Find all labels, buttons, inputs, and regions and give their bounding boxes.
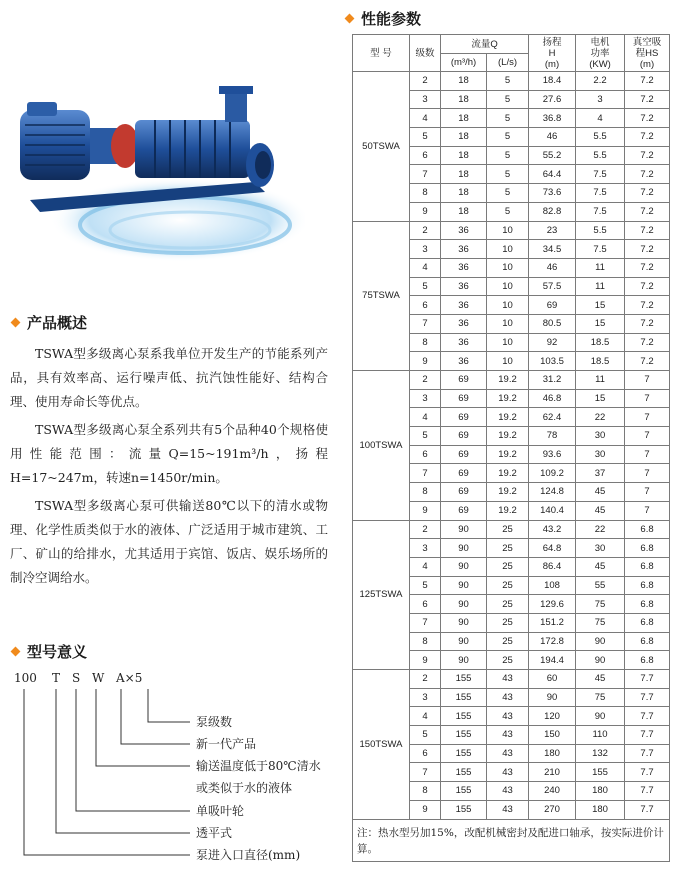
flow-ls-cell: 43 bbox=[487, 688, 529, 707]
flow-m3h-cell: 36 bbox=[441, 314, 487, 333]
power-cell: 30 bbox=[576, 445, 625, 464]
flow-m3h-cell: 18 bbox=[441, 146, 487, 165]
vacuum-cell: 7.7 bbox=[625, 707, 670, 726]
stages-cell: 8 bbox=[410, 483, 441, 502]
vacuum-cell: 7.2 bbox=[625, 72, 670, 91]
head-cell: 64.8 bbox=[529, 539, 576, 558]
flow-ls-cell: 10 bbox=[487, 277, 529, 296]
flow-m3h-cell: 36 bbox=[441, 352, 487, 371]
header-flow-m3h: (m³/h) bbox=[441, 54, 487, 72]
power-cell: 110 bbox=[576, 726, 625, 745]
stages-cell: 2 bbox=[410, 72, 441, 91]
head-cell: 55.2 bbox=[529, 146, 576, 165]
power-cell: 30 bbox=[576, 427, 625, 446]
code-part-t: T bbox=[52, 671, 61, 685]
head-cell: 140.4 bbox=[529, 501, 576, 520]
vacuum-cell: 7 bbox=[625, 464, 670, 483]
flow-ls-cell: 43 bbox=[487, 744, 529, 763]
flow-m3h-cell: 90 bbox=[441, 632, 487, 651]
stages-cell: 5 bbox=[410, 576, 441, 595]
vacuum-cell: 7.2 bbox=[625, 165, 670, 184]
power-cell: 15 bbox=[576, 314, 625, 333]
header-stages: 级数 bbox=[410, 35, 441, 72]
flow-m3h-cell: 18 bbox=[441, 72, 487, 91]
flow-ls-cell: 43 bbox=[487, 707, 529, 726]
stages-cell: 8 bbox=[410, 782, 441, 801]
vacuum-cell: 7.7 bbox=[625, 800, 670, 819]
model-cell: 100TSWA bbox=[353, 371, 410, 521]
overview-heading bbox=[12, 312, 87, 333]
model-cell: 125TSWA bbox=[353, 520, 410, 670]
flow-ls-cell: 43 bbox=[487, 670, 529, 689]
header-model: 型 号 bbox=[353, 35, 410, 72]
power-cell: 11 bbox=[576, 258, 625, 277]
flow-m3h-cell: 155 bbox=[441, 726, 487, 745]
head-cell: 57.5 bbox=[529, 277, 576, 296]
flow-ls-cell: 19.2 bbox=[487, 389, 529, 408]
power-cell: 11 bbox=[576, 371, 625, 390]
flow-ls-cell: 5 bbox=[487, 146, 529, 165]
flow-ls-cell: 19.2 bbox=[487, 464, 529, 483]
flow-ls-cell: 19.2 bbox=[487, 408, 529, 427]
table-row bbox=[353, 72, 670, 91]
power-cell: 180 bbox=[576, 782, 625, 801]
flow-ls-cell: 25 bbox=[487, 557, 529, 576]
flow-ls-cell: 19.2 bbox=[487, 483, 529, 502]
flow-m3h-cell: 90 bbox=[441, 539, 487, 558]
head-cell: 36.8 bbox=[529, 109, 576, 128]
flow-m3h-cell: 90 bbox=[441, 613, 487, 632]
head-cell: 150 bbox=[529, 726, 576, 745]
stages-cell: 5 bbox=[410, 128, 441, 147]
power-cell: 22 bbox=[576, 520, 625, 539]
power-cell: 5.5 bbox=[576, 221, 625, 240]
stages-cell: 4 bbox=[410, 707, 441, 726]
header-vacuum bbox=[625, 35, 670, 72]
head-cell: 69 bbox=[529, 296, 576, 315]
head-cell: 31.2 bbox=[529, 371, 576, 390]
flow-m3h-cell: 69 bbox=[441, 501, 487, 520]
flow-m3h-cell: 69 bbox=[441, 483, 487, 502]
vacuum-cell: 7 bbox=[625, 427, 670, 446]
head-cell: 108 bbox=[529, 576, 576, 595]
vacuum-cell: 7.7 bbox=[625, 763, 670, 782]
stages-cell: 7 bbox=[410, 314, 441, 333]
flow-ls-cell: 25 bbox=[487, 539, 529, 558]
flow-ls-cell: 5 bbox=[487, 184, 529, 203]
flow-m3h-cell: 36 bbox=[441, 221, 487, 240]
head-cell: 34.5 bbox=[529, 240, 576, 259]
legend-inlet-diameter: 泵进入口直径(mm) bbox=[196, 848, 301, 862]
stages-cell: 5 bbox=[410, 726, 441, 745]
flow-m3h-cell: 155 bbox=[441, 688, 487, 707]
head-cell: 27.6 bbox=[529, 90, 576, 109]
vacuum-cell: 7.2 bbox=[625, 184, 670, 203]
stages-cell: 6 bbox=[410, 445, 441, 464]
flow-ls-cell: 43 bbox=[487, 763, 529, 782]
flow-ls-cell: 5 bbox=[487, 128, 529, 147]
flow-m3h-cell: 69 bbox=[441, 408, 487, 427]
header-flow: 流量Q bbox=[441, 35, 529, 54]
flow-m3h-cell: 155 bbox=[441, 670, 487, 689]
table-note: 注：热水型另加15%，改配机械密封及配进口轴承，按实际进价计算。 bbox=[353, 819, 670, 861]
stages-cell: 2 bbox=[410, 670, 441, 689]
model-cell: 75TSWA bbox=[353, 221, 410, 371]
vacuum-cell: 6.8 bbox=[625, 595, 670, 614]
power-cell: 22 bbox=[576, 408, 625, 427]
stages-cell: 2 bbox=[410, 520, 441, 539]
flow-ls-cell: 5 bbox=[487, 72, 529, 91]
stages-cell: 6 bbox=[410, 595, 441, 614]
power-cell: 7.5 bbox=[576, 240, 625, 259]
header-head-line3: (m) bbox=[544, 58, 560, 70]
power-cell: 11 bbox=[576, 277, 625, 296]
stages-cell: 7 bbox=[410, 763, 441, 782]
legend-temperature: 输送温度低于80℃清水 bbox=[196, 759, 321, 773]
head-cell: 90 bbox=[529, 688, 576, 707]
vacuum-cell: 7 bbox=[625, 371, 670, 390]
stages-cell: 9 bbox=[410, 651, 441, 670]
head-cell: 64.4 bbox=[529, 165, 576, 184]
stages-cell: 7 bbox=[410, 613, 441, 632]
vacuum-cell: 7 bbox=[625, 389, 670, 408]
power-cell: 7.5 bbox=[576, 202, 625, 221]
code-part-w: W bbox=[92, 671, 105, 685]
head-cell: 103.5 bbox=[529, 352, 576, 371]
flow-m3h-cell: 36 bbox=[441, 333, 487, 352]
diamond-bullet-icon bbox=[11, 318, 21, 328]
model-cell: 150TSWA bbox=[353, 670, 410, 820]
head-cell: 93.6 bbox=[529, 445, 576, 464]
power-cell: 45 bbox=[576, 501, 625, 520]
code-part-stages: A×5 bbox=[116, 671, 143, 685]
stages-cell: 6 bbox=[410, 296, 441, 315]
header-head-line1: 扬程 bbox=[542, 36, 562, 48]
head-cell: 124.8 bbox=[529, 483, 576, 502]
flow-ls-cell: 19.2 bbox=[487, 371, 529, 390]
head-cell: 172.8 bbox=[529, 632, 576, 651]
flow-m3h-cell: 155 bbox=[441, 800, 487, 819]
performance-title: 性能参数 bbox=[361, 10, 422, 28]
stages-cell: 6 bbox=[410, 146, 441, 165]
stages-cell: 9 bbox=[410, 202, 441, 221]
vacuum-cell: 7.2 bbox=[625, 221, 670, 240]
head-cell: 194.4 bbox=[529, 651, 576, 670]
power-cell: 18.5 bbox=[576, 352, 625, 371]
performance-table bbox=[352, 34, 670, 862]
power-cell: 75 bbox=[576, 688, 625, 707]
overview-title: 产品概述 bbox=[27, 314, 88, 332]
flow-m3h-cell: 18 bbox=[441, 128, 487, 147]
power-cell: 37 bbox=[576, 464, 625, 483]
head-cell: 46.8 bbox=[529, 389, 576, 408]
power-cell: 90 bbox=[576, 651, 625, 670]
stages-cell: 7 bbox=[410, 165, 441, 184]
head-cell: 129.6 bbox=[529, 595, 576, 614]
power-cell: 45 bbox=[576, 483, 625, 502]
overview-paragraph-2: TSWA型多级离心泵全系列共有5个品种40个规格使用性能范围：流量Q=15~191m³/h，扬程H=17~247m，转速n=1450r/min。 bbox=[10, 422, 328, 485]
power-cell: 5.5 bbox=[576, 146, 625, 165]
header-head-line2: H bbox=[548, 47, 556, 59]
power-cell: 7.5 bbox=[576, 165, 625, 184]
head-cell: 73.6 bbox=[529, 184, 576, 203]
vacuum-cell: 7.2 bbox=[625, 352, 670, 371]
model-heading bbox=[12, 641, 87, 662]
vacuum-cell: 6.8 bbox=[625, 539, 670, 558]
vacuum-cell: 7 bbox=[625, 445, 670, 464]
flow-m3h-cell: 69 bbox=[441, 427, 487, 446]
stages-cell: 4 bbox=[410, 109, 441, 128]
code-part-diameter: 100 bbox=[14, 671, 37, 685]
flow-m3h-cell: 90 bbox=[441, 595, 487, 614]
stages-cell: 9 bbox=[410, 800, 441, 819]
stages-cell: 5 bbox=[410, 427, 441, 446]
code-part-s: S bbox=[72, 671, 81, 685]
power-cell: 2.2 bbox=[576, 72, 625, 91]
flow-m3h-cell: 155 bbox=[441, 763, 487, 782]
vacuum-cell: 6.8 bbox=[625, 520, 670, 539]
legend-new-generation: 新一代产品 bbox=[196, 737, 257, 751]
flow-m3h-cell: 90 bbox=[441, 520, 487, 539]
head-cell: 240 bbox=[529, 782, 576, 801]
diamond-bullet-icon bbox=[11, 647, 21, 657]
vacuum-cell: 7.2 bbox=[625, 314, 670, 333]
flow-ls-cell: 25 bbox=[487, 520, 529, 539]
legend-liquid: 或类似于水的液体 bbox=[196, 781, 293, 795]
vacuum-cell: 7.7 bbox=[625, 688, 670, 707]
vacuum-cell: 7.2 bbox=[625, 258, 670, 277]
flow-m3h-cell: 36 bbox=[441, 296, 487, 315]
stages-cell: 3 bbox=[410, 389, 441, 408]
power-cell: 15 bbox=[576, 389, 625, 408]
flow-m3h-cell: 18 bbox=[441, 109, 487, 128]
stages-cell: 7 bbox=[410, 464, 441, 483]
head-cell: 18.4 bbox=[529, 72, 576, 91]
vacuum-cell: 7.7 bbox=[625, 670, 670, 689]
overview-paragraph-1: TSWA型多级离心泵系我单位开发生产的节能系列产品，具有效率高、运行噪声低、抗汽蚀性能好、结构合理、使用寿命长等优点。 bbox=[10, 346, 328, 409]
header-vacuum-line2: 程HS bbox=[635, 47, 659, 59]
flow-ls-cell: 5 bbox=[487, 165, 529, 184]
power-cell: 4 bbox=[576, 109, 625, 128]
vacuum-cell: 6.8 bbox=[625, 613, 670, 632]
flow-m3h-cell: 155 bbox=[441, 707, 487, 726]
head-cell: 46 bbox=[529, 258, 576, 277]
stages-cell: 8 bbox=[410, 184, 441, 203]
stages-cell: 8 bbox=[410, 333, 441, 352]
power-cell: 45 bbox=[576, 670, 625, 689]
flow-ls-cell: 19.2 bbox=[487, 445, 529, 464]
header-vacuum-line3: (m) bbox=[639, 58, 655, 70]
pump-image bbox=[5, 50, 305, 270]
table-row bbox=[353, 670, 670, 689]
flow-ls-cell: 25 bbox=[487, 595, 529, 614]
vacuum-cell: 6.8 bbox=[625, 576, 670, 595]
stages-cell: 5 bbox=[410, 277, 441, 296]
head-cell: 120 bbox=[529, 707, 576, 726]
vacuum-cell: 7.2 bbox=[625, 202, 670, 221]
flow-m3h-cell: 36 bbox=[441, 240, 487, 259]
stages-cell: 4 bbox=[410, 557, 441, 576]
flow-m3h-cell: 69 bbox=[441, 445, 487, 464]
power-cell: 30 bbox=[576, 539, 625, 558]
stages-cell: 3 bbox=[410, 240, 441, 259]
vacuum-cell: 7.2 bbox=[625, 128, 670, 147]
flow-ls-cell: 10 bbox=[487, 352, 529, 371]
vacuum-cell: 6.8 bbox=[625, 632, 670, 651]
flow-m3h-cell: 36 bbox=[441, 277, 487, 296]
vacuum-cell: 7.7 bbox=[625, 726, 670, 745]
power-cell: 3 bbox=[576, 90, 625, 109]
performance-heading bbox=[346, 8, 421, 29]
vacuum-cell: 6.8 bbox=[625, 651, 670, 670]
header-power-line1: 电机 bbox=[590, 36, 610, 48]
flow-ls-cell: 25 bbox=[487, 613, 529, 632]
head-cell: 62.4 bbox=[529, 408, 576, 427]
vacuum-cell: 7.2 bbox=[625, 90, 670, 109]
stages-cell: 3 bbox=[410, 90, 441, 109]
head-cell: 80.5 bbox=[529, 314, 576, 333]
flow-ls-cell: 5 bbox=[487, 90, 529, 109]
stages-cell: 9 bbox=[410, 352, 441, 371]
flow-ls-cell: 10 bbox=[487, 221, 529, 240]
head-cell: 180 bbox=[529, 744, 576, 763]
flow-m3h-cell: 69 bbox=[441, 464, 487, 483]
flow-ls-cell: 10 bbox=[487, 296, 529, 315]
flow-m3h-cell: 18 bbox=[441, 202, 487, 221]
power-cell: 180 bbox=[576, 800, 625, 819]
flow-ls-cell: 5 bbox=[487, 109, 529, 128]
stages-cell: 2 bbox=[410, 371, 441, 390]
vacuum-cell: 7.2 bbox=[625, 333, 670, 352]
flow-ls-cell: 43 bbox=[487, 800, 529, 819]
stages-cell: 4 bbox=[410, 258, 441, 277]
head-cell: 82.8 bbox=[529, 202, 576, 221]
head-cell: 60 bbox=[529, 670, 576, 689]
flow-m3h-cell: 18 bbox=[441, 184, 487, 203]
power-cell: 45 bbox=[576, 557, 625, 576]
flow-ls-cell: 19.2 bbox=[487, 501, 529, 520]
stages-cell: 2 bbox=[410, 221, 441, 240]
stages-cell: 9 bbox=[410, 501, 441, 520]
header-power bbox=[576, 35, 625, 72]
flow-m3h-cell: 155 bbox=[441, 782, 487, 801]
header-power-line3: (KW) bbox=[589, 58, 611, 70]
flow-m3h-cell: 18 bbox=[441, 165, 487, 184]
power-cell: 75 bbox=[576, 613, 625, 632]
vacuum-cell: 6.8 bbox=[625, 557, 670, 576]
vacuum-cell: 7.2 bbox=[625, 146, 670, 165]
flow-m3h-cell: 155 bbox=[441, 744, 487, 763]
vacuum-cell: 7 bbox=[625, 501, 670, 520]
power-cell: 132 bbox=[576, 744, 625, 763]
flow-ls-cell: 10 bbox=[487, 258, 529, 277]
legend-single-suction: 单吸叶轮 bbox=[196, 804, 245, 818]
flow-m3h-cell: 90 bbox=[441, 651, 487, 670]
table-row bbox=[353, 371, 670, 390]
model-cell: 50TSWA bbox=[353, 72, 410, 222]
vacuum-cell: 7.2 bbox=[625, 296, 670, 315]
flow-ls-cell: 10 bbox=[487, 314, 529, 333]
flow-m3h-cell: 36 bbox=[441, 258, 487, 277]
table-row bbox=[353, 520, 670, 539]
vacuum-cell: 7.7 bbox=[625, 782, 670, 801]
header-flow-ls: (L/s) bbox=[487, 54, 529, 72]
power-cell: 75 bbox=[576, 595, 625, 614]
head-cell: 270 bbox=[529, 800, 576, 819]
flow-m3h-cell: 90 bbox=[441, 576, 487, 595]
flow-m3h-cell: 18 bbox=[441, 90, 487, 109]
power-cell: 90 bbox=[576, 632, 625, 651]
vacuum-cell: 7.2 bbox=[625, 277, 670, 296]
head-cell: 109.2 bbox=[529, 464, 576, 483]
head-cell: 151.2 bbox=[529, 613, 576, 632]
power-cell: 155 bbox=[576, 763, 625, 782]
vacuum-cell: 7 bbox=[625, 408, 670, 427]
power-cell: 55 bbox=[576, 576, 625, 595]
flow-ls-cell: 25 bbox=[487, 576, 529, 595]
stages-cell: 3 bbox=[410, 688, 441, 707]
vacuum-cell: 7.7 bbox=[625, 744, 670, 763]
overview-paragraph-3: TSWA型多级离心泵可供输送80℃以下的清水或物理、化学性质类似于水的液体、广泛适用于城市建筑、工厂、矿山的给排水，尤其适用于宾馆、饭店、娱乐场所的制冷空调给水。 bbox=[10, 498, 328, 585]
table-body bbox=[353, 72, 670, 820]
stages-cell: 6 bbox=[410, 744, 441, 763]
flow-ls-cell: 5 bbox=[487, 202, 529, 221]
vacuum-cell: 7 bbox=[625, 483, 670, 502]
model-title: 型号意义 bbox=[27, 643, 88, 661]
diamond-bullet-icon bbox=[345, 14, 355, 24]
power-cell: 7.5 bbox=[576, 184, 625, 203]
flow-ls-cell: 43 bbox=[487, 726, 529, 745]
flow-ls-cell: 25 bbox=[487, 651, 529, 670]
vacuum-cell: 7.2 bbox=[625, 240, 670, 259]
flow-ls-cell: 43 bbox=[487, 782, 529, 801]
head-cell: 46 bbox=[529, 128, 576, 147]
flow-ls-cell: 10 bbox=[487, 333, 529, 352]
stages-cell: 4 bbox=[410, 408, 441, 427]
flow-ls-cell: 25 bbox=[487, 632, 529, 651]
legend-stages: 泵级数 bbox=[196, 715, 233, 729]
head-cell: 23 bbox=[529, 221, 576, 240]
head-cell: 43.2 bbox=[529, 520, 576, 539]
flow-ls-cell: 10 bbox=[487, 240, 529, 259]
power-cell: 18.5 bbox=[576, 333, 625, 352]
header-head bbox=[529, 35, 576, 72]
flow-m3h-cell: 69 bbox=[441, 389, 487, 408]
header-power-line2: 功率 bbox=[590, 47, 610, 59]
stages-cell: 8 bbox=[410, 632, 441, 651]
stages-cell: 3 bbox=[410, 539, 441, 558]
vacuum-cell: 7.2 bbox=[625, 109, 670, 128]
model-code-diagram bbox=[14, 671, 334, 871]
flow-m3h-cell: 90 bbox=[441, 557, 487, 576]
head-cell: 86.4 bbox=[529, 557, 576, 576]
power-cell: 90 bbox=[576, 707, 625, 726]
flow-ls-cell: 19.2 bbox=[487, 427, 529, 446]
flow-m3h-cell: 69 bbox=[441, 371, 487, 390]
head-cell: 92 bbox=[529, 333, 576, 352]
table-row bbox=[353, 221, 670, 240]
power-cell: 5.5 bbox=[576, 128, 625, 147]
head-cell: 78 bbox=[529, 427, 576, 446]
power-cell: 15 bbox=[576, 296, 625, 315]
legend-turbine: 透平式 bbox=[196, 826, 233, 840]
head-cell: 210 bbox=[529, 763, 576, 782]
header-vacuum-line1: 真空吸 bbox=[632, 36, 662, 48]
